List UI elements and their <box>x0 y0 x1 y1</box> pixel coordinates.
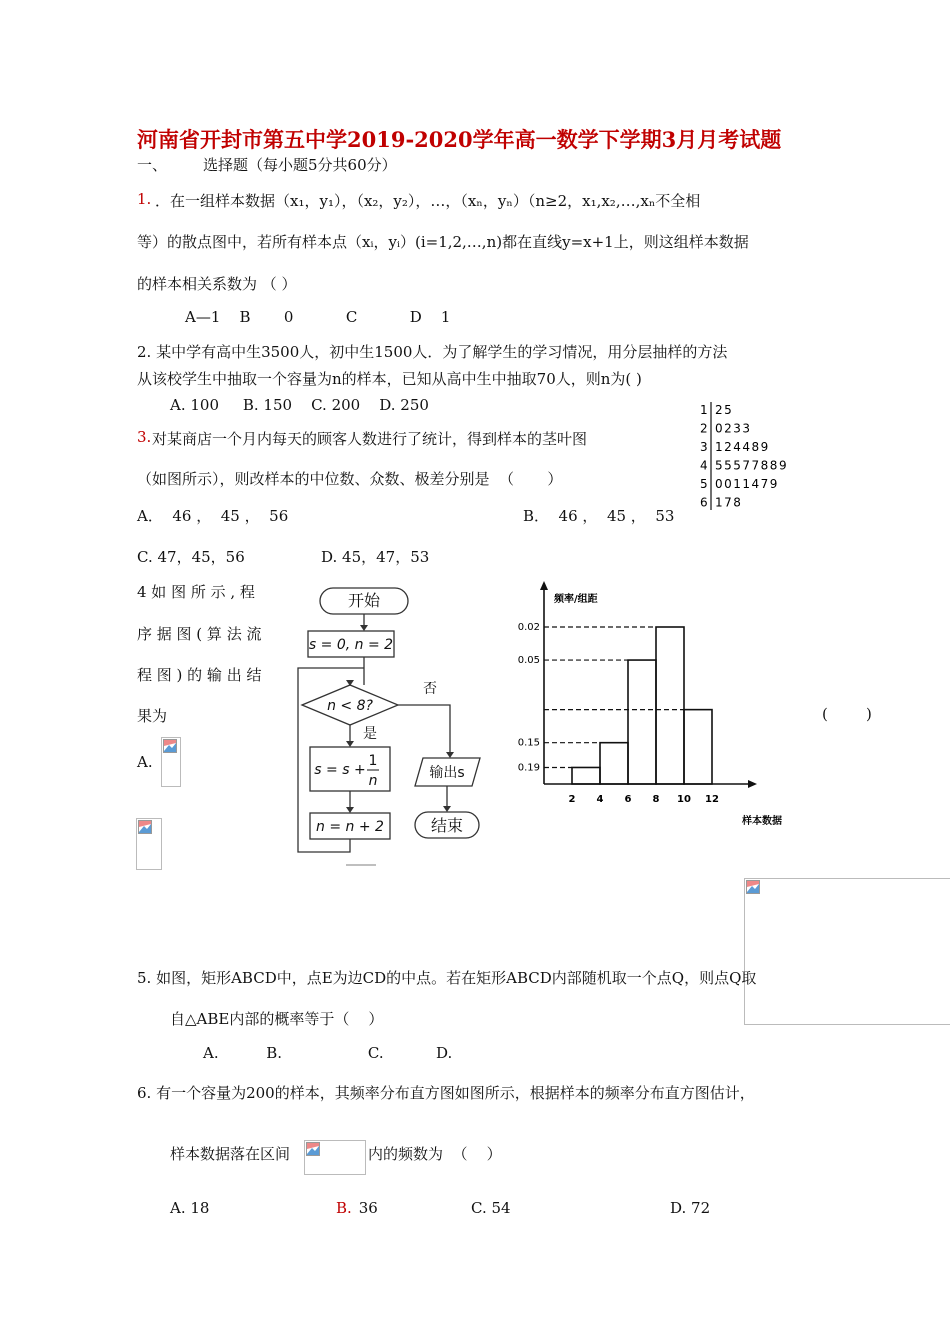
frequency-histogram <box>510 578 800 838</box>
y-tick-label: 0.15 <box>517 737 540 749</box>
histogram-bar <box>656 627 684 784</box>
x-tick-label: 12 <box>705 794 719 805</box>
q2-line1: 2. 某中学有高中生3500人，初中生1500人．为了解学生的学习情况，用分层抽样的方法 <box>137 343 728 361</box>
stem-value: 5 <box>700 477 708 491</box>
q3-line1: 对某商店一个月内每天的顾客人数进行了统计，得到样本的茎叶图 <box>152 430 588 448</box>
x-tick-label: 2 <box>568 794 576 805</box>
q6-option-b-value: 36 <box>354 1199 378 1217</box>
q3-line2: （如图所示），则改样本的中位数、众数、极差分别是 （ ） <box>137 470 563 488</box>
section-label: 选择题（每小题5分共60分） <box>203 156 397 174</box>
q5-options: A. B. C. D. <box>203 1044 453 1062</box>
histogram-bar <box>628 660 656 784</box>
broken-image-icon <box>136 818 162 870</box>
section-number: 一、 <box>137 156 168 174</box>
leaf-values: 0011479 <box>715 477 779 491</box>
broken-image-interval <box>304 1140 366 1175</box>
q4-option-a: A. <box>137 753 153 771</box>
leaf-values: 178 <box>715 495 743 510</box>
q3-options-cd: C. 47，45，56 D. 45，47，53 <box>137 548 430 566</box>
flow-frac-den: n <box>368 773 378 789</box>
x-tick-label: 10 <box>677 794 691 805</box>
histogram-bar <box>684 710 712 784</box>
q1-number: 1. <box>137 190 152 208</box>
flow-update-n: n = n + 2 <box>316 819 384 835</box>
leaf-values: 25 <box>715 403 734 417</box>
histogram-bar <box>600 743 628 784</box>
stem-value: 2 <box>700 421 708 436</box>
flow-yes: 是 <box>363 726 377 742</box>
y-tick-label: 0.05 <box>517 655 540 667</box>
leaf-values: 0233 <box>715 421 752 436</box>
q1-line3: 的样本相关系数为 （ ） <box>137 275 297 293</box>
stem-leaf-plot <box>694 398 804 513</box>
page-title: 河南省开封市第五中学2019-2020学年高一数学下学期3月月考试题 <box>137 127 782 152</box>
y-tick-label: 0.19 <box>517 762 540 774</box>
q1-options: A—1 B 0 C D 1 <box>185 308 451 326</box>
q5-line2: 自△ABE内部的概率等于（ ） <box>170 1010 384 1028</box>
q4-paren: ( ) <box>822 705 872 723</box>
q3-option-b: B． 46 ， 45 ， 53 <box>523 507 675 525</box>
flow-start: 开始 <box>347 591 381 610</box>
stem-value: 6 <box>700 495 708 510</box>
q3-number: 3. <box>137 428 152 446</box>
flow-end: 结束 <box>430 816 464 835</box>
flow-init: s = 0, n = 2 <box>308 637 394 653</box>
q6-option-a: A. 18 <box>170 1199 210 1217</box>
q6-option-d: D. 72 <box>670 1199 711 1217</box>
flow-update-s: s = s + <box>314 762 366 778</box>
q6-line2-start: 样本数据落在区间 <box>170 1145 291 1163</box>
q6-line2-end: 内的频数为 （ ） <box>368 1145 502 1163</box>
q1-line2: 等）的散点图中，若所有样本点（xᵢ，yᵢ）(i=1,2,…,n)都在直线y=x+1上，则这组样本数据 <box>137 233 749 251</box>
q2-line2: 从该校学生中抽取一个容量为n的样本，已知从高中生中抽取70人，则n为( ) <box>137 370 642 388</box>
flow-frac-num: 1 <box>368 753 378 769</box>
flowchart <box>290 582 500 872</box>
q2-options: A. 100 B. 150 C. 200 D. 250 <box>170 396 429 414</box>
q6-option-b-letter: B. <box>336 1199 352 1217</box>
flow-output: 输出s <box>429 765 465 781</box>
flow-condition: n < 8? <box>327 698 373 714</box>
leaf-values: 55577889 <box>715 458 789 473</box>
y-tick-label: 0.02 <box>517 622 540 633</box>
x-tick-label: 8 <box>652 794 660 805</box>
broken-image-icon <box>161 737 181 787</box>
q4-line1: 4 如 图 所 示 , 程 <box>137 583 255 601</box>
q1-line1: ．在一组样本数据（x₁，y₁），（x₂，y₂），…，（xₙ，yₙ）（n≥2，x₁,x₂,…,xₙ不全相 <box>155 192 701 210</box>
q4-line2: 序 据 图 ( 算 法 流 <box>137 625 262 643</box>
broken-image-box <box>744 878 950 1025</box>
stem-value: 4 <box>700 458 708 473</box>
q3-option-a: A． 46 ， 45 ， 56 <box>137 507 289 525</box>
q4-line3: 程 图 ) 的 输 出 结 <box>137 666 262 684</box>
hist-xlabel: 样本数据 <box>742 816 782 827</box>
x-tick-label: 6 <box>624 794 632 805</box>
flow-no: 否 <box>423 681 437 697</box>
stem-value: 3 <box>700 440 708 454</box>
stem-value: 1 <box>700 403 708 417</box>
histogram-bar <box>572 767 600 784</box>
q6-line1: 6. 有一个容量为200的样本，其频率分布直方图如图所示，根据样本的频率分布直方图估计， <box>137 1084 755 1102</box>
hist-ylabel: 频率/组距 <box>554 594 598 605</box>
leaf-values: 124489 <box>715 440 770 454</box>
q6-option-c: C. 54 <box>471 1199 511 1217</box>
q4-line4: 果为 <box>137 707 168 725</box>
q5-line1: 5. 如图，矩形ABCD中，点E为边CD的中点。若在矩形ABCD内部随机取一个点Q，则点Q取 <box>137 969 757 987</box>
x-tick-label: 4 <box>596 794 604 805</box>
